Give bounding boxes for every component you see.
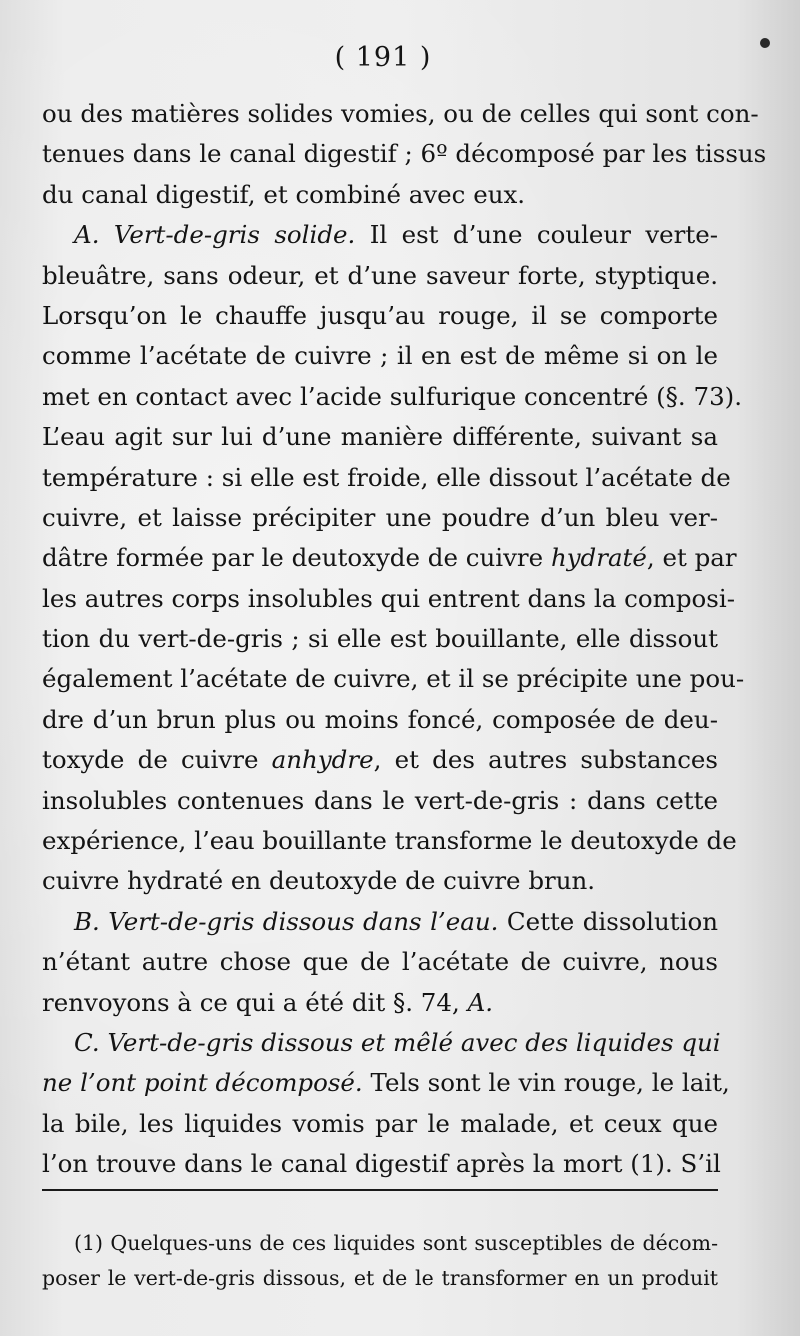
section-heading-c-cont: ne l’ont point décomposé. [42,1068,363,1098]
text-line: tion du vert-de-gris ; si elle est bouillante, elle dissout [42,624,718,654]
text-span: , et des autres substances [373,745,718,775]
text-line: tenues dans le canal digestif ; 6º décomposé par les tissus [42,139,767,169]
text-span: Il est d’une couleur verte- [355,220,718,250]
text-line [42,538,737,578]
text-line: n’étant autre chose que de l’acétate de cuivre, nous [42,947,718,977]
text-line [42,215,718,255]
italic-term: hydraté [550,543,647,573]
text-line [42,902,718,942]
text-span: Cette dissolution [498,906,718,936]
text-line: bleuâtre, sans odeur, et d’une saveur forte, styptique. [42,260,718,290]
text-line: la bile, les liquides vomis par le malade, et ceux que [42,1108,718,1138]
text-line: l’on trouve dans le canal digestif après la mort (1). S’il [42,1149,721,1179]
text-span: , et par [646,543,737,573]
text-line: les autres corps insolubles qui entrent dans la composi- [42,583,735,613]
footnote-line: poser le vert-de-gris dissous, et de le transformer en un produit [42,1266,718,1290]
text-line: Lorsqu’on le chauffe jusqu’au rouge, il se comporte [42,300,718,330]
footnote-block [42,1226,718,1296]
text-line: comme l’acétate de cuivre ; il en est de même si on le [42,341,718,371]
text-line: cuivre hydraté en deutoxyde de cuivre brun. [42,866,596,896]
text-span: Tels sont le vin rouge, le lait, [362,1068,730,1098]
text-line [42,1023,721,1063]
text-line: insolubles contenues dans le vert-de-gris : dans cette [42,785,718,815]
italic-term: anhydre [271,745,374,775]
text-line [42,983,718,1023]
text-line: expérience, l’eau bouillante transforme le deutoxyde de [42,826,737,856]
text-line: également l’acétate de cuivre, et il se précipite une pou- [42,664,745,694]
text-span: toxyde de cuivre [42,745,272,775]
section-heading-a: A. Vert-de-gris solide. [74,220,356,250]
italic-term: A. [467,987,494,1017]
text-span: dâtre formée par le deutoxyde de cuivre [42,543,551,573]
text-span: renvoyons à ce qui a été dit §. 74, [42,987,468,1017]
text-line: cuivre, et laisse précipiter une poudre d’un bleu ver- [42,502,718,532]
text-line: température : si elle est froide, elle dissout l’acétate de [42,462,731,492]
body-text [42,94,767,1185]
text-line: L’eau agit sur lui d’une manière différente, suivant sa [42,422,718,452]
text-line: ou des matières solides vomies, ou de celles qui sont con- [42,99,759,128]
text-line: met en contact avec l’acide sulfurique concentré (§. 73). [42,381,743,411]
footnote-line: (1) Quelques-uns de ces liquides sont susceptibles de décom- [74,1231,718,1255]
section-heading-c: C. Vert-de-gris dissous et mêlé avec des liquides qui [74,1027,721,1057]
text-line [42,1063,730,1103]
section-heading-b: B. Vert-de-gris dissous dans l’eau. [74,906,499,936]
page-number: ( 191 ) [334,42,432,73]
text-line [42,740,718,780]
text-line: dre d’un brun plus ou moins foncé, composée de deu- [42,704,718,734]
footnote-divider [42,1189,718,1191]
text-line: du canal digestif, et combiné avec eux. [42,179,526,209]
